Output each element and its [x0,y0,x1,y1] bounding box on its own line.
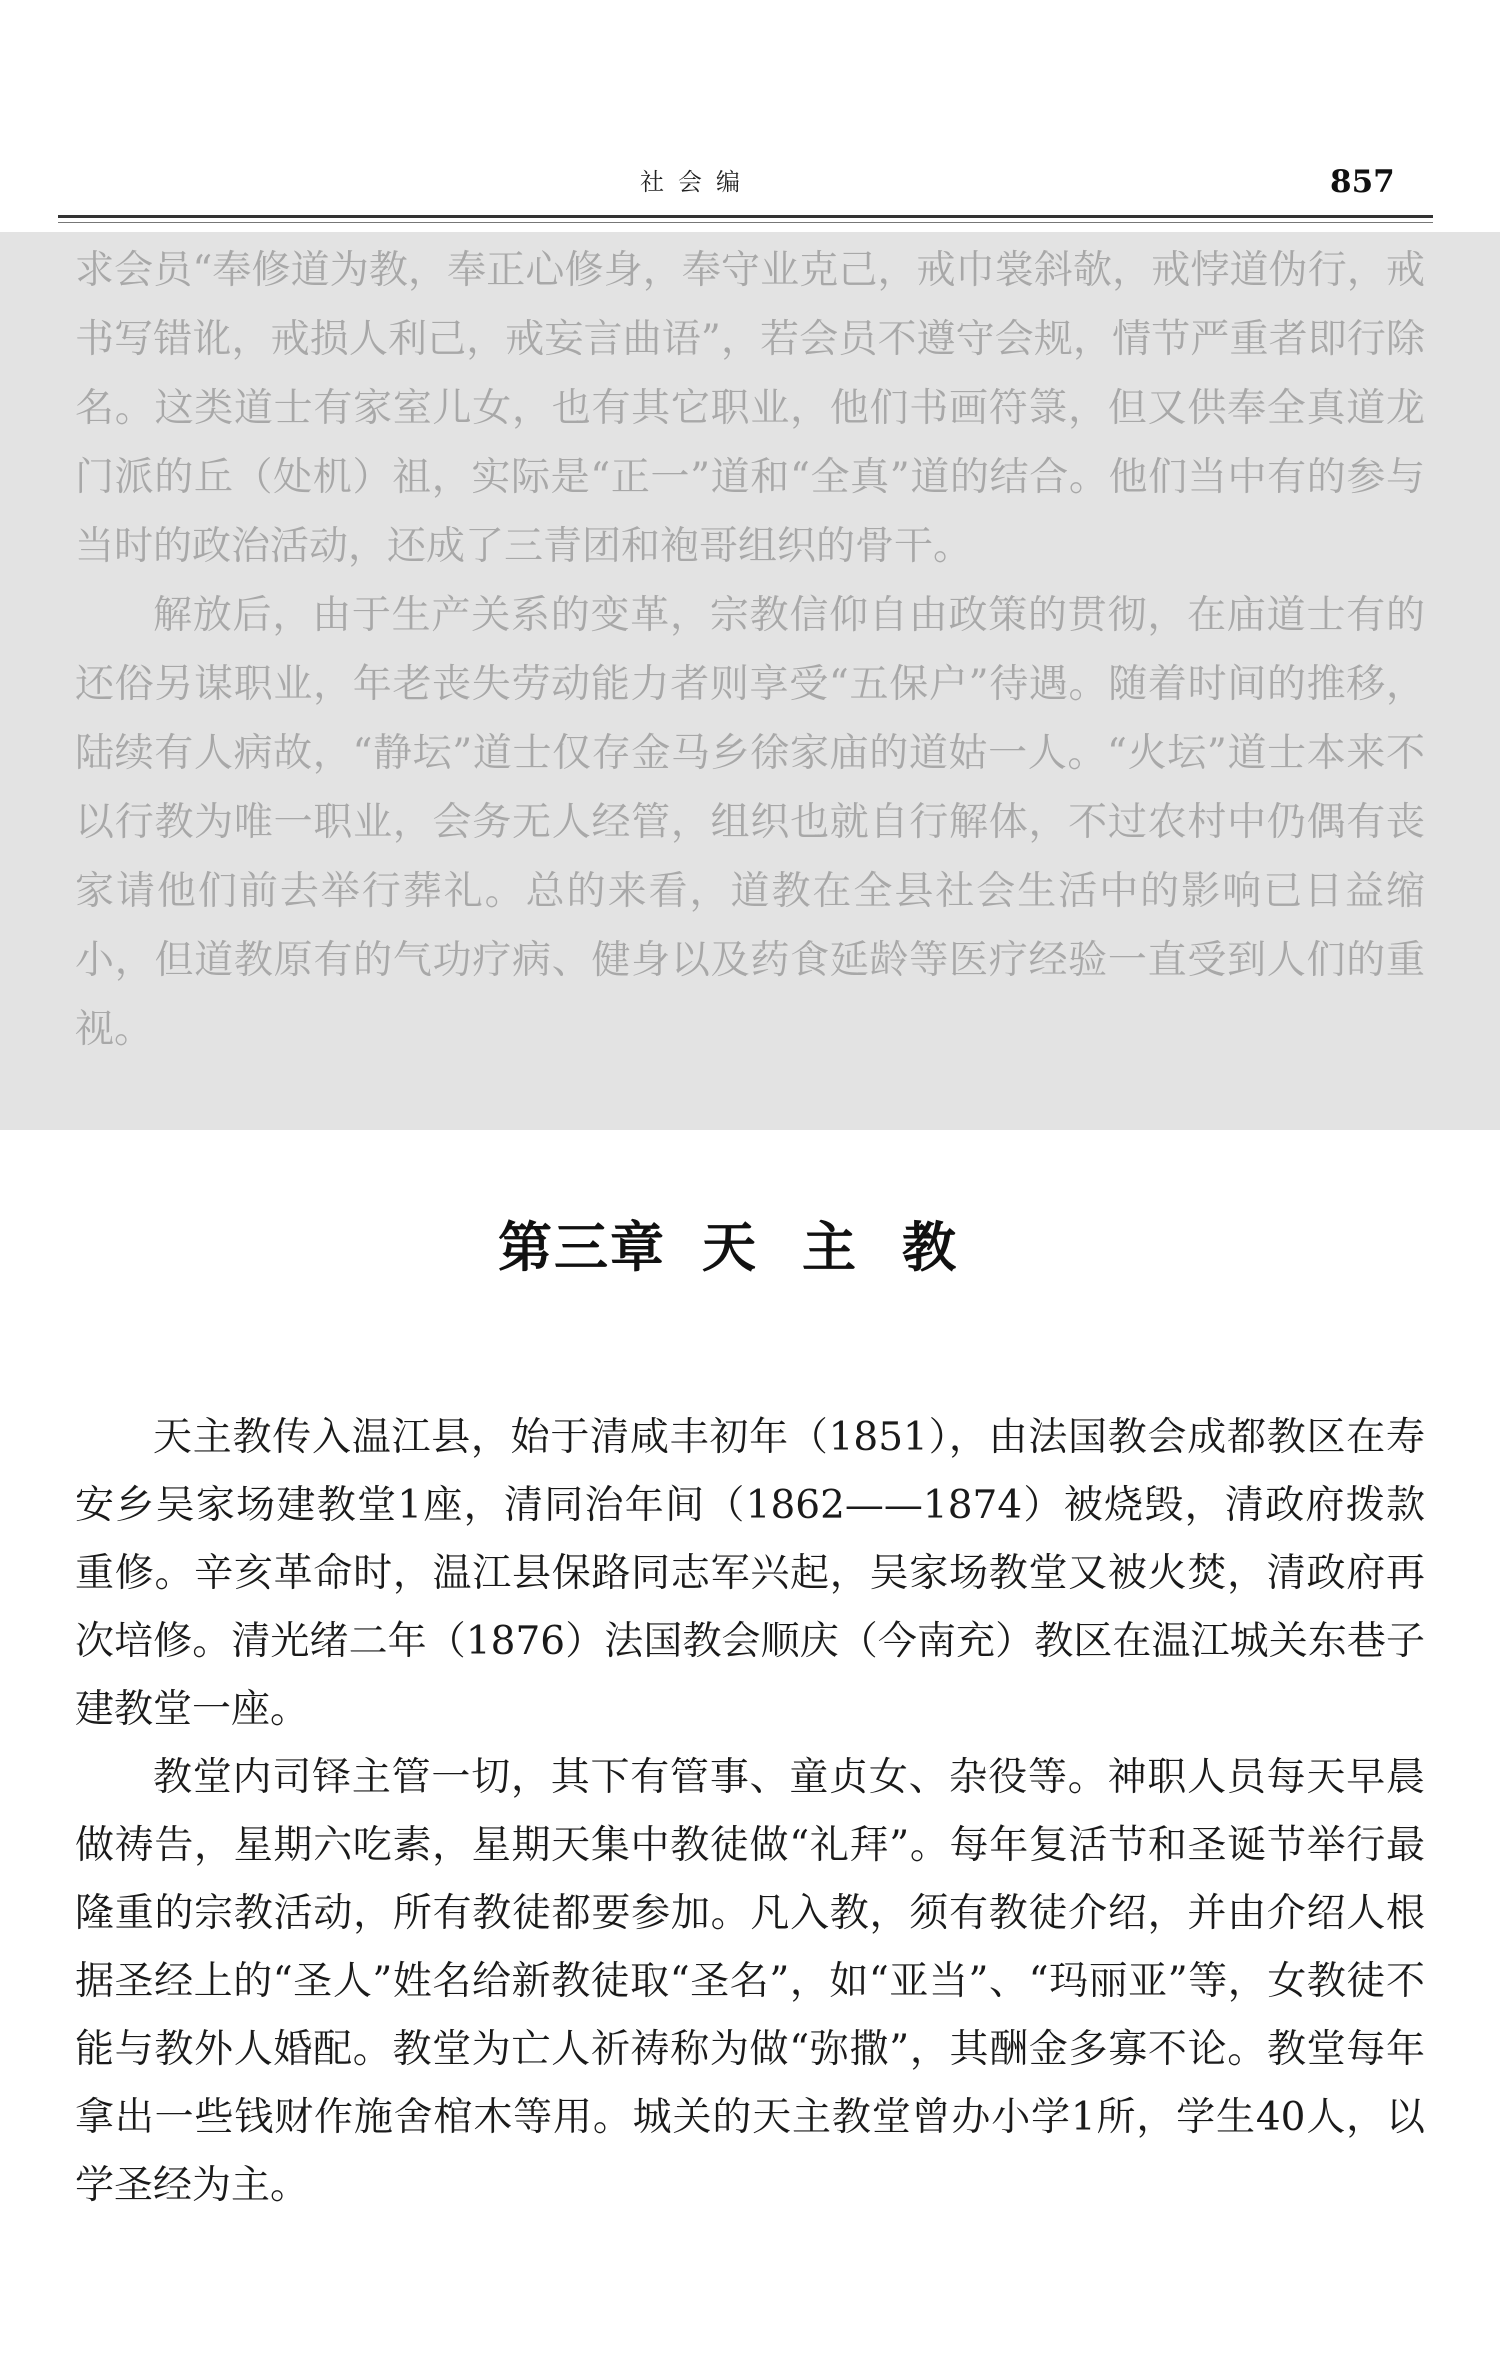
header-rule-thin [58,222,1433,223]
chapter-name: 天主教 [702,1216,1002,1279]
chapter-number: 第三章 [498,1216,666,1279]
body-paragraph: 教堂内司铎主管一切，其下有管事、童贞女、杂役等。神职人员每天早晨做祷告，星期六吃素，星期天集中教徒做“礼拜”。每年复活节和圣诞节举行最隆重的宗教活动，所有教徒都要参加。凡入教，须有教徒介绍，并由介绍人根据圣经上的“圣人”姓名给新教徒取“圣名”，如“亚当”、“玛丽亚”等，女教徒不能与教外人婚配。教堂为亡人祈祷称为做“弥撒”，其酬金多寡不论。教堂每年拿出一些钱财作施舍棺木等用。城关的天主教堂曾办小学1所，学生40人，以学圣经为主。 [75,1755,1425,2208]
chapter-title [0,1205,1500,1282]
page-number: 857 [1330,164,1395,200]
body-paragraph: 天主教传入温江县，始于清咸丰初年（1851），由法国教会成都教区在寿安乡吴家场建教堂1座，清同治年间（1862——1874）被烧毁，清政府拨款重修。辛亥革命时，温江县保路同志军兴起，吴家场教堂又被火焚，清政府再次培修。清光绪二年（1876）法国教会顺庆（今南充）教区在温江城关东巷子建教堂一座。 [75,1415,1425,1732]
header-rule [58,215,1433,218]
faded-paragraph: 解放后，由于生产关系的变革，宗教信仰自由政策的贯彻，在庙道士有的还俗另谋职业，年老丧失劳动能力者则享受“五保户”待遇。随着时间的推移，陆续有人病故，“静坛”道士仅存金马乡徐家庙的道姑一人。“火坛”道士本来不以行教为唯一职业，会务无人经管，组织也就自行解体，不过农村中仍偶有丧家请他们前去举行葬礼。总的来看，道教在全县社会生活中的影响已日益缩小，但道教原有的气功疗病、健身以及药食延龄等医疗经验一直受到人们的重视。 [75,593,1425,1052]
page-header [0,0,1500,232]
running-header-title: 社会编 [640,168,754,196]
faded-paragraph: 求会员“奉修道为教，奉正心修身，奉守业克己，戒巾裳斜欹，戒悖道伪行，戒书写错讹，戒损人利己，戒妄言曲语”，若会员不遵守会规，情节严重者即行除名。这类道士有家室儿女，也有其它职业，他们书画符箓，但又供奉全真道龙门派的丘（处机）祖，实际是“正一”道和“全真”道的结合。他们当中有的参与当时的政治活动，还成了三青团和袍哥组织的骨干。 [75,248,1425,569]
